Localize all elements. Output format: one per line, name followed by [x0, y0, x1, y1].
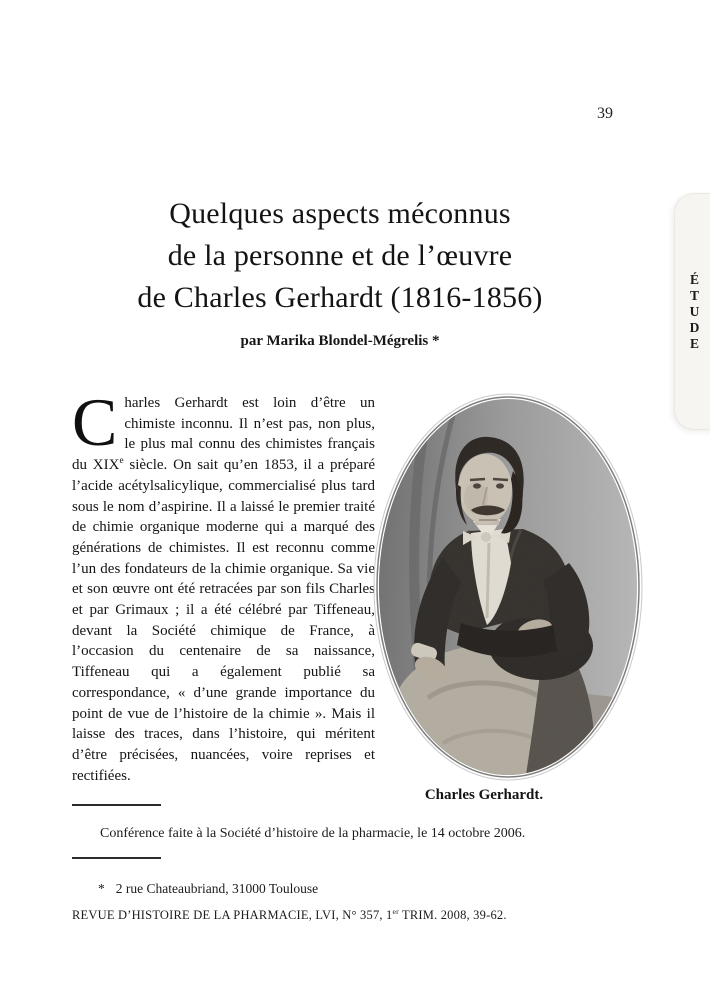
- address-footnote-text: 2 rue Chateaubriand, 31000 Toulouse: [115, 881, 319, 896]
- article-body: [72, 384, 375, 786]
- article-header: [70, 193, 610, 350]
- body-text-after-superscript: siècle. On sait qu’en 1853, il a préparé l’acide acétylsalicylique, commercialisé plus tard sous le nom d’aspirine. Il a laissé le premier traité de chimie organique moderne qui a marqué des générations de chimistes. Il est reconnu comme l’un des fondateurs de la chimie organique. Sa vie et son œuvre ont été retracées par son fils Charles et par Grimaux ; il a été célébré par Tiffeneau, devant la Société chimique de France, à l’occasion du centenaire de sa naissance, Tiffeneau qui a également publié sa correspondance, « d’une grande importance du point de vue de l’histoire de la chimie ». Mais il laisse des traces, dans l’histoire, qui méritent d’être précisées, nuancées, voire reprises et rectifiées.: [72, 457, 375, 784]
- article-body-paragraph: [72, 384, 375, 786]
- etude-side-tab: [674, 193, 710, 430]
- article-title-line-3: de Charles Gerhardt (1816-1856): [137, 281, 543, 314]
- tab-letter-1: É: [689, 271, 699, 287]
- drop-cap: C: [72, 384, 118, 460]
- journal-footer: [72, 908, 507, 923]
- tab-letter-5: E: [689, 335, 699, 351]
- article-title-line-2: de la personne et de l’œuvre: [167, 239, 513, 272]
- tab-letter-4: D: [689, 319, 700, 335]
- portrait-image: [373, 393, 643, 781]
- address-footnote: [98, 881, 318, 897]
- footnote-rule: [72, 804, 161, 806]
- figure-caption: Charles Gerhardt.: [424, 787, 544, 803]
- tab-letter-3: U: [689, 303, 700, 319]
- asterisk-marker: *: [98, 881, 105, 896]
- journal-footer-text-1: REVUE D’HISTOIRE DE LA PHARMACIE, LVI, N° 357, 1: [72, 908, 393, 922]
- byline: par Marika Blondel-Mégrelis *: [240, 333, 440, 349]
- body-text-before-superscript: harles Gerhardt est loin d’être un chimiste inconnu. Il n’est pas, non plus, le plus mal connu des chimistes français du XIX: [72, 395, 375, 474]
- article-title-line-1: Quelques aspects méconnus: [169, 197, 511, 230]
- journal-footer-text-2: TRIM. 2008, 39-62.: [398, 908, 507, 922]
- footnote-rule-2: [72, 857, 161, 859]
- tab-letter-2: T: [689, 287, 699, 303]
- journal-footer-superscript: er: [392, 906, 399, 916]
- conference-note: Conférence faite à la Société d’histoire de la pharmacie, le 14 octobre 2006.: [100, 826, 526, 841]
- century-superscript: e: [119, 456, 124, 467]
- page-number: 39: [597, 105, 613, 122]
